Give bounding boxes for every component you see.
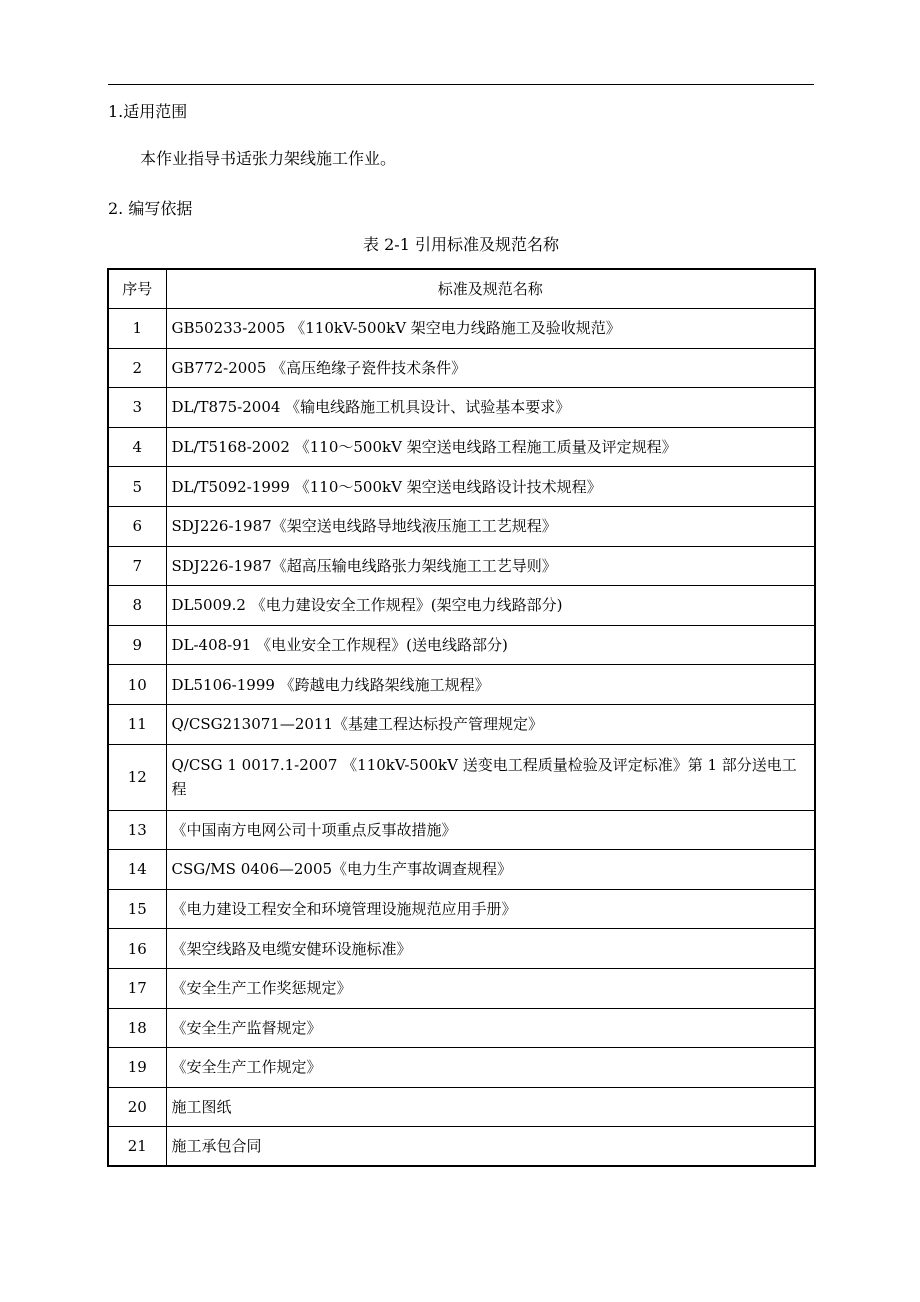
column-header-name: 标准及规范名称 <box>166 269 815 309</box>
row-number: 7 <box>108 546 166 586</box>
row-number: 19 <box>108 1048 166 1088</box>
table-row <box>108 388 815 428</box>
table-row <box>108 850 815 890</box>
row-number: 13 <box>108 810 166 850</box>
table-row <box>108 546 815 586</box>
table-row <box>108 506 815 546</box>
table-row <box>108 929 815 969</box>
standard-name: CSG/MS 0406—2005《电力生产事故调查规程》 <box>166 850 815 890</box>
standard-name: GB50233-2005 《110kV-500kV 架空电力线路施工及验收规范》 <box>166 309 815 349</box>
standard-name: DL5009.2 《电力建设安全工作规程》(架空电力线路部分) <box>166 586 815 626</box>
row-number: 16 <box>108 929 166 969</box>
standard-name: DL/T875-2004 《输电线路施工机具设计、试验基本要求》 <box>166 388 815 428</box>
table-row <box>108 586 815 626</box>
scope-paragraph: 本作业指导书适张力架线施工作业。 <box>140 149 397 168</box>
table-row <box>108 1127 815 1167</box>
row-number: 17 <box>108 968 166 1008</box>
standard-name: 《架空线路及电缆安健环设施标准》 <box>166 929 815 969</box>
table-row <box>108 1087 815 1127</box>
table-row <box>108 1048 815 1088</box>
standard-name: 施工图纸 <box>166 1087 815 1127</box>
standard-name: DL5106-1999 《跨越电力线路架线施工规程》 <box>166 665 815 705</box>
standard-name: 《电力建设工程安全和环境管理设施规范应用手册》 <box>166 889 815 929</box>
table-row <box>108 1008 815 1048</box>
column-header-number: 序号 <box>108 269 166 309</box>
row-number: 15 <box>108 889 166 929</box>
row-number: 2 <box>108 348 166 388</box>
table-row <box>108 704 815 744</box>
standard-name: Q/CSG213071—2011《基建工程达标投产管理规定》 <box>166 704 815 744</box>
standard-name: DL-408-91 《电业安全工作规程》(送电线路部分) <box>166 625 815 665</box>
row-number: 10 <box>108 665 166 705</box>
table-row <box>108 427 815 467</box>
row-number: 11 <box>108 704 166 744</box>
section-heading-basis: 2. 编写依据 <box>108 199 193 218</box>
row-number: 4 <box>108 427 166 467</box>
row-number: 20 <box>108 1087 166 1127</box>
standard-name: DL/T5168-2002 《110～500kV 架空送电线路工程施工质量及评定规程》 <box>166 427 815 467</box>
row-number: 3 <box>108 388 166 428</box>
table-body <box>108 309 815 1167</box>
row-number: 14 <box>108 850 166 890</box>
table-row <box>108 309 815 349</box>
header-rule <box>108 84 814 85</box>
row-number: 21 <box>108 1127 166 1167</box>
table-row <box>108 348 815 388</box>
table-row <box>108 467 815 507</box>
standard-name: 《中国南方电网公司十项重点反事故措施》 <box>166 810 815 850</box>
table-row <box>108 744 815 810</box>
row-number: 6 <box>108 506 166 546</box>
reference-standards-table <box>107 268 816 1167</box>
table-header-row <box>108 269 815 309</box>
table-row <box>108 889 815 929</box>
standard-name: 《安全生产工作规定》 <box>166 1048 815 1088</box>
table-row <box>108 810 815 850</box>
section-heading-scope: 1.适用范围 <box>108 102 188 121</box>
row-number: 18 <box>108 1008 166 1048</box>
table-row <box>108 665 815 705</box>
standard-name: DL/T5092-1999 《110～500kV 架空送电线路设计技术规程》 <box>166 467 815 507</box>
standard-name: 《安全生产监督规定》 <box>166 1008 815 1048</box>
standard-name: 《安全生产工作奖惩规定》 <box>166 968 815 1008</box>
standard-name: Q/CSG 1 0017.1-2007 《110kV-500kV 送变电工程质量检验及评定标准》第 1 部分送电工程 <box>166 744 815 810</box>
row-number: 5 <box>108 467 166 507</box>
row-number: 9 <box>108 625 166 665</box>
table-row <box>108 625 815 665</box>
row-number: 12 <box>108 744 166 810</box>
standard-name: GB772-2005 《高压绝缘子瓷件技术条件》 <box>166 348 815 388</box>
table-row <box>108 968 815 1008</box>
standard-name: SDJ226-1987《超高压输电线路张力架线施工工艺导则》 <box>166 546 815 586</box>
row-number: 1 <box>108 309 166 349</box>
standard-name: 施工承包合同 <box>166 1127 815 1167</box>
standard-name: SDJ226-1987《架空送电线路导地线液压施工工艺规程》 <box>166 506 815 546</box>
row-number: 8 <box>108 586 166 626</box>
table-caption: 表 2-1 引用标准及规范名称 <box>363 235 559 254</box>
